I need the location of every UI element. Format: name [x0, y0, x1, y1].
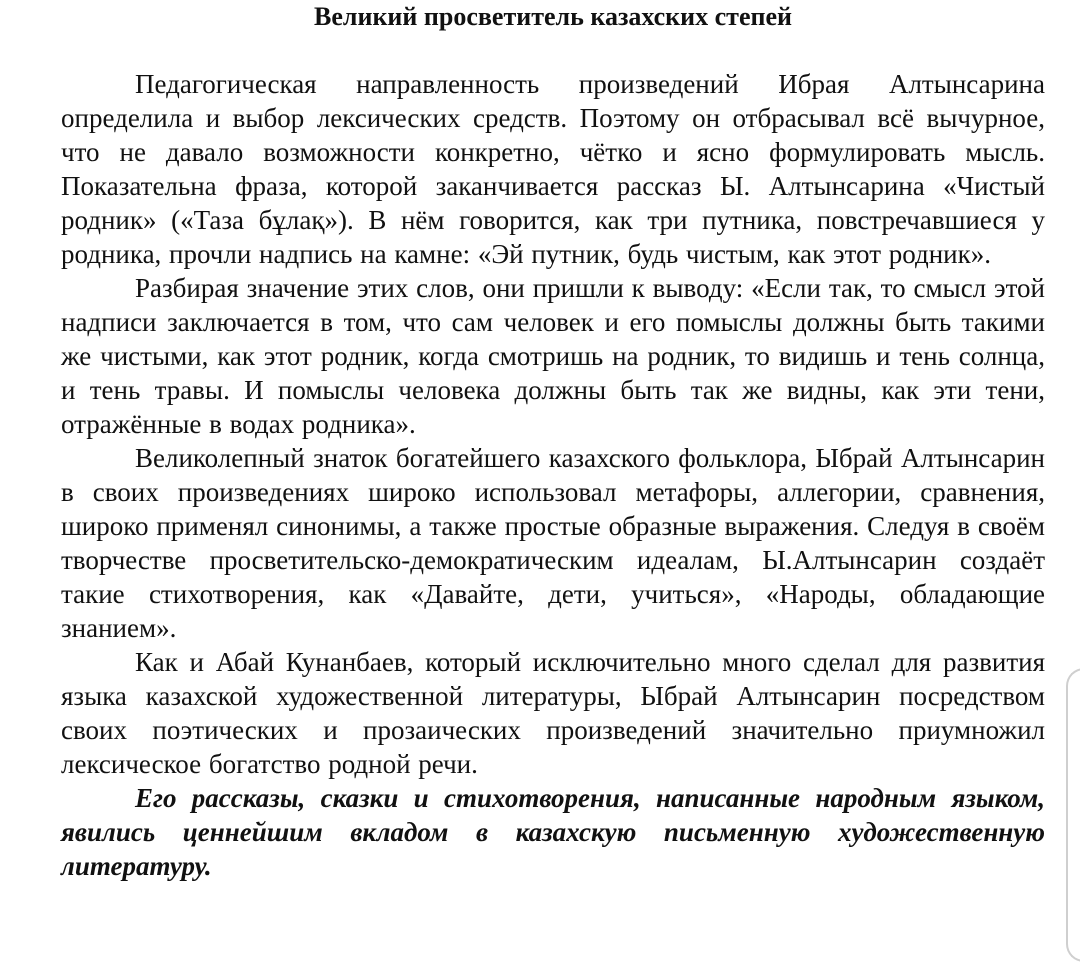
scroll-edge-handle[interactable] — [1066, 668, 1080, 962]
paragraph-3: Великолепный знаток богатейшего казахского фольклора, Ыбрай Алтынсарин в своих произведениях широко использовал метафоры, аллегории, сравнения, широко применял синонимы, а также простые образные выражения. Следуя в своём творчестве просветительско-демократическим идеалам, Ы.Алтынсарин создаёт такие стихотворения, как «Давайте, дети, учиться», «Народы, обладающие знанием». — [61, 443, 1045, 643]
document-page — [61, 0, 1045, 883]
document-title: Великий просветитель казахских степей — [314, 2, 792, 31]
paragraph-1: Педагогическая направленность произведений Ибрая Алтынсарина определила и выбор лексических средств. Поэтому он отбрасывал всё вычурное, что не давало возможности конкретно, чётко и ясно формулировать мысль. Показательна фраза, которой заканчивается рассказ Ы. Алтынсарина «Чистый родник» («Таза бұлақ»). В нём говорится, как три путника, повстречавшиеся у родника, прочли надпись на камне: «Эй путник, будь чистым, как этот родник». — [61, 69, 1045, 269]
paragraph-4: Как и Абай Кунанбаев, который исключительно много сделал для развития языка казахской художественной литературы, Ыбрай Алтынсарин посредством своих поэтических и прозаических произведений значительно приумножил лексическое богатство родной речи. — [61, 647, 1045, 779]
paragraph-5-emphasis: Его рассказы, сказки и стихотворения, написанные народным языком, явились ценнейшим вкладом в казахскую письменную художественную литературу. — [61, 783, 1045, 881]
paragraph-2: Разбирая значение этих слов, они пришли к выводу: «Если так, то смысл этой надписи заключается в том, что сам человек и его помыслы должны быть такими же чистыми, как этот родник, когда смотришь на родник, то видишь и тень солнца, и тень травы. И помыслы человека должны быть так же видны, как эти тени, отражённые в водах родника». — [61, 273, 1045, 439]
document-body — [61, 67, 1045, 883]
